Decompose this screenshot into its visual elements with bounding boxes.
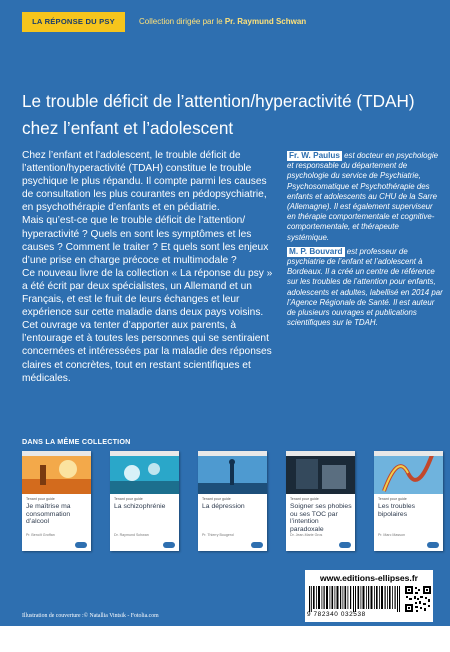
book-cover-image bbox=[286, 451, 355, 494]
summary-text bbox=[22, 149, 278, 385]
series-tag: LA RÉPONSE DU PSY bbox=[22, 12, 125, 32]
publisher-logo-icon bbox=[75, 542, 87, 548]
book-title: La schizophrénie bbox=[114, 503, 166, 510]
book-title: Je maîtrise ma consommation d’alcool bbox=[26, 503, 71, 526]
book-kicker: Tenant pour guide bbox=[114, 497, 143, 501]
book-band bbox=[374, 451, 443, 456]
book-cover-image bbox=[110, 451, 179, 494]
publisher-logo-icon bbox=[339, 542, 351, 548]
book-cover-2[interactable] bbox=[110, 451, 179, 551]
book-kicker: Tenant pour guide bbox=[26, 497, 55, 501]
barcode-panel bbox=[305, 570, 433, 622]
book-band bbox=[110, 451, 179, 456]
book-cover-image bbox=[22, 451, 91, 494]
book-author: Pr. Marc Masson bbox=[378, 533, 405, 537]
same-collection-heading: DANS LA MÊME COLLECTION bbox=[22, 437, 131, 446]
book-author: Dr. Raymund Schwan bbox=[114, 533, 149, 537]
book-author: Pr. Benoît Groffan bbox=[26, 533, 55, 537]
collection-line bbox=[139, 12, 306, 32]
publisher-logo-icon bbox=[163, 542, 175, 548]
book-cover-image bbox=[374, 451, 443, 494]
author-bio-text-2: est professeur de psychiatrie de l’enfant et l’adolescent à Bordeaux. Il a créé un centre de référence sur les troubles de l’attention pour enfants, adolescents et adultes, labellisé en 2014 par l’Agence Régionale de Santé. Il est auteur de plusieurs ouvrages et publications scientifiques sur le TDAH. bbox=[287, 246, 443, 328]
summary-paragraph-3: Ce nouveau livre de la collection « La réponse du psy » a été écrit par deux spécialistes, un Allemand et un Français, et est le fruit de leurs échanges et leur expérience sur cette maladie dans deux pays voisins. Cet ouvrage va tenter d’apporter aux parents, à l’entourage et à toutes les personnes qui se sentiraient concernées et intéressées par la maladie des réponses claires et concrètes, tout en restant scientifiques et médicales. bbox=[22, 267, 273, 384]
qr-code-icon bbox=[405, 586, 431, 612]
collection-books bbox=[22, 451, 442, 553]
book-band bbox=[286, 451, 355, 456]
summary-paragraph-2: Mais qu’est-ce que le trouble déficit de l’attention/ hyperactivité ? Quels en sont les symptômes et les causes ? Comment le traiter ? Et quels sont les enjeux d’une prise en charge précoce et multimodale ? bbox=[22, 215, 269, 266]
collection-prefix: Collection dirigée par le bbox=[139, 17, 225, 26]
book-title: La dépression bbox=[202, 503, 245, 510]
book-kicker: Tenant pour guide bbox=[202, 497, 231, 501]
book-author: Pr. Thierry Bougerol bbox=[202, 533, 234, 537]
author-name-1: Fr. W. Paulus bbox=[289, 151, 340, 160]
book-cover-1[interactable] bbox=[22, 451, 91, 551]
author-bio-1 bbox=[287, 151, 443, 243]
publisher-logo-icon bbox=[427, 542, 439, 548]
barcode-icon bbox=[309, 586, 401, 612]
book-title: Les troubles bipolaires bbox=[378, 503, 416, 518]
isbn-number: 9 782340 032538 bbox=[307, 611, 366, 618]
book-kicker: Tenant pour guide bbox=[378, 497, 407, 501]
book-author: Dr. Jean-Marie Gros bbox=[290, 533, 323, 537]
author-bios bbox=[287, 151, 443, 332]
book-title: Le trouble déficit de l’attention/hyperactivité (TDAH) chez l’enfant et l’adolescent bbox=[22, 90, 415, 138]
illustration-credit: Illustration de couverture :© Natallia Vintsik - Fotolia.com bbox=[22, 613, 159, 619]
book-cover-4[interactable] bbox=[286, 451, 355, 551]
author-bio-text-1: est docteur en psychologie et responsable du département de psychologie du service de Psychiatrie, Psychosomatique et Psychothérapie des enfants et adolescents au CHU de la Sarre (Allemagne). Il est également superviseur en thérapie comportementale et cognitive-comportementale, et thérapeute systémique. bbox=[287, 151, 439, 242]
book-kicker: Tenant pour guide bbox=[290, 497, 319, 501]
header-bar bbox=[0, 12, 450, 32]
book-title: Soigner ses phobies ou ses TOC par l’intention paradoxale bbox=[290, 503, 352, 533]
book-cover-3[interactable] bbox=[198, 451, 267, 551]
book-cover-image bbox=[198, 451, 267, 494]
author-name-2: M. P. Bouvard bbox=[289, 246, 343, 256]
summary-paragraph-1: Chez l’enfant et l’adolescent, le trouble déficit de l’attention/hyperactivité (TDAH) constitue le trouble psychique le plus répandu. Il compte parmi les causes de consultation les plus courantes en pédopsychiatrie, en psychothérapie d’enfants et en pédiatrie. bbox=[22, 150, 267, 214]
collection-director: Pr. Raymund Schwan bbox=[224, 17, 307, 26]
publisher-logo-icon bbox=[251, 542, 263, 548]
book-band bbox=[198, 451, 267, 456]
book-band bbox=[22, 451, 91, 456]
author-bio-2 bbox=[287, 247, 443, 329]
publisher-url[interactable]: www.editions-ellipses.fr bbox=[319, 573, 419, 583]
book-cover-5[interactable] bbox=[374, 451, 443, 551]
